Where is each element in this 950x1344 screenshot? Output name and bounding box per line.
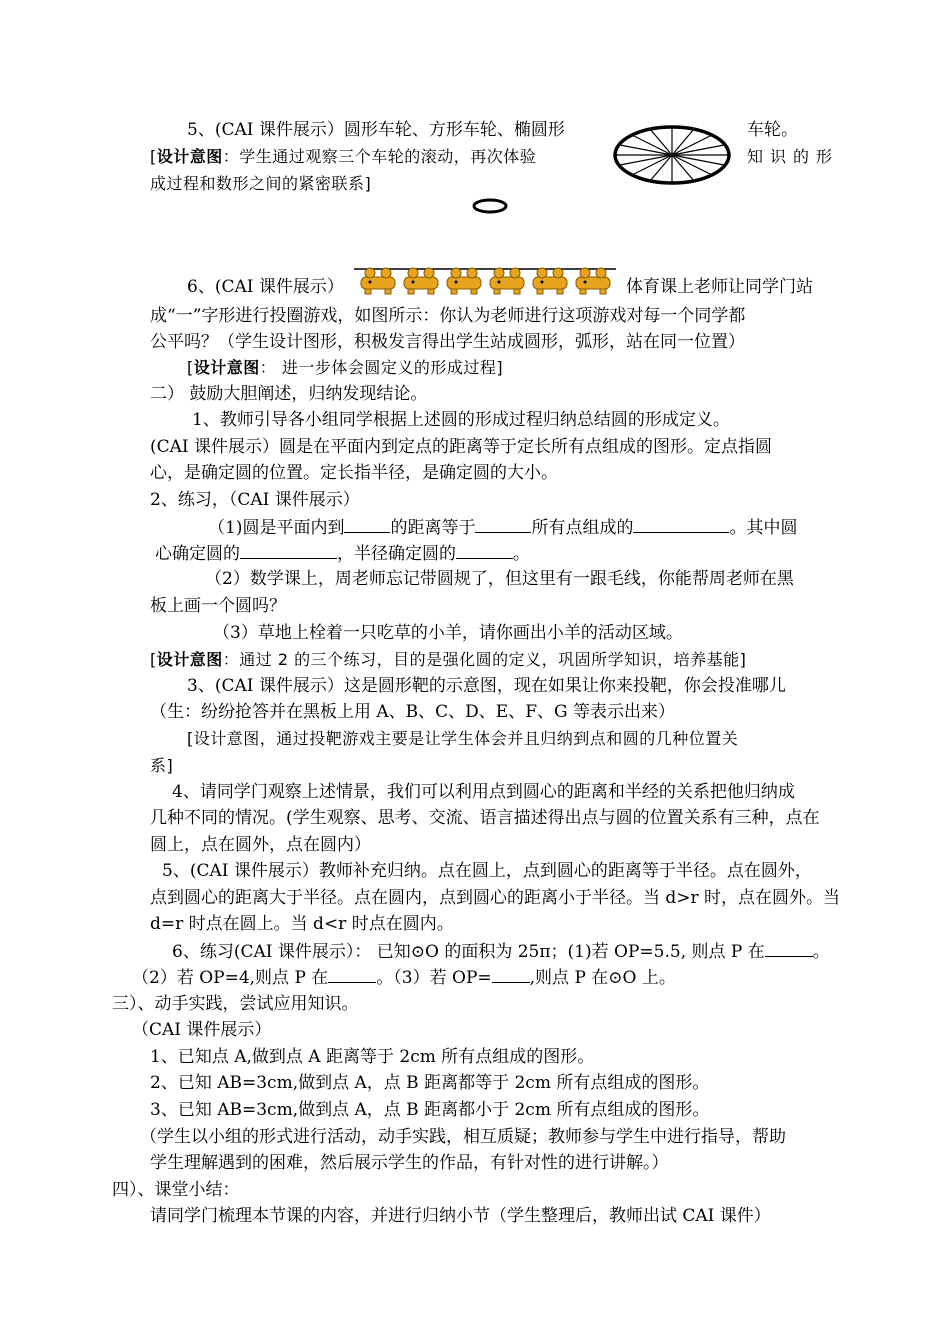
s2-design: [设计意图：通过 2 的三个练习，目的是强化圆的定义，巩固所学知识，培养基能] <box>150 650 747 669</box>
p5-line2: [设计意图：学生通过观察三个车轮的滚动，再次体验 <box>150 147 537 166</box>
students-row-image <box>357 265 619 299</box>
s3-task2: 2、已知 AB=3cm,做到点 A，点 B 距离都等于 2cm 所有点组成的图形。 <box>150 1073 710 1093</box>
s2-design3-line1: [设计意图，通过投靶游戏主要是让学生体会并且归纳到点和圆的几种位置关 <box>187 729 739 748</box>
s2-item5-line2: 点到圆心的距离大于半径。点在圆内，点到圆心的距离小于半径。当 d>r 时，点在圆外。当 <box>150 888 841 908</box>
blank <box>456 542 513 559</box>
section-4-heading: 四）、课堂小结： <box>112 1180 240 1200</box>
blank <box>475 516 531 533</box>
design-intent-label: 设计意图 <box>156 650 223 669</box>
oval-wheel-image <box>470 196 510 220</box>
p6-line1-end: 体育课上老师让同学门站 <box>626 277 813 297</box>
p6-line2: 成“一”字形进行投圈游戏，如图所示：你认为老师进行这项游戏对每一个同学都 <box>150 306 746 326</box>
blank <box>765 940 813 957</box>
s4-text: 请同学门梳理本节课的内容，并进行归纳小节（学生整理后，教师出试 CAI 课件） <box>150 1206 771 1226</box>
s2-item4-line3: 圆上，点在圆外，点在圆内） <box>150 835 371 855</box>
s3-note-line2: 学生理解遇到的困难，然后展示学生的作品，有针对性的进行讲解。） <box>150 1153 669 1173</box>
s2-def-line2: 心，是确定圆的位置。定长指半径，是确定圆的大小。 <box>150 463 558 483</box>
blank <box>344 516 390 533</box>
blank <box>633 516 729 533</box>
s2-item3-line2: （生：纷纷抢答并在黑板上用 A、B、C、D、E、F、G 等表示出来） <box>150 702 675 722</box>
s2-item6-line2: （2）若 OP=4,则点 P 在 。（3）若 OP= ,则点 P 在⊙O 上。 <box>132 968 676 988</box>
s2-item2: 2、练习，（CAI 课件展示） <box>150 490 360 510</box>
s2-item6-line1: 6、练习(CAI 课件展示）： 已知⊙O 的面积为 25π；(1)若 OP=5.5, 则点 P 在 。 <box>172 942 830 962</box>
section-3-heading: 三）、动手实践，尝试应用知识。 <box>112 994 359 1014</box>
p6-line1-start: 6、(CAI 课件展示） <box>187 277 344 297</box>
p5-line1-end: 车轮。 <box>747 120 798 140</box>
p6-line3: 公平吗？（学生设计图形，积极发言得出学生站成圆形，弧形，站在同一位置） <box>150 332 745 352</box>
s2-item5-line1: 5、(CAI 课件展示）教师补充归纳。点在圆上，点到圆心的距离等于半径。点在圆外， <box>162 861 812 881</box>
s2-item5-line3: d=r 时点在圆上。当 d<r 时点在圆内。 <box>150 914 454 934</box>
blank <box>240 542 337 559</box>
s2-item4-line1: 4、请同学门观察上述情景，我们可以利用点到圆心的距离和半经的关系把他归纳成 <box>172 782 795 802</box>
s2-ex2-line2: 板上画一个圆吗？ <box>150 596 286 616</box>
s2-ex3: （3）草地上栓着一只吃草的小羊，请你画出小羊的活动区域。 <box>213 623 683 643</box>
p5-line3: 成过程和数形之间的紧密联系] <box>150 174 372 193</box>
s2-item4-line2: 几种不同的情况。(学生观察、思考、交流、语言描述得出点与圆的位置关系有三种，点在 <box>150 808 820 828</box>
p5-line1: 5、(CAI 课件展示）圆形车轮、方形车轮、椭圆形 <box>187 120 565 140</box>
blank <box>492 966 530 983</box>
p6-design: [设计意图： 进一步体会圆定义的形成过程] <box>187 358 504 377</box>
design-intent-label: 设计意图 <box>156 147 223 166</box>
s2-ex1-line2: 心确定圆的 ，半径确定圆的 。 <box>155 544 530 564</box>
blank <box>328 966 376 983</box>
wheel-image <box>612 124 732 190</box>
design-intent-label: 设计意图 <box>193 358 260 377</box>
s2-item1: 1、教师引导各小组同学根据上述圆的形成过程归纳总结圆的形成定义。 <box>192 410 730 430</box>
s2-item3-line1: 3、(CAI 课件展示）这是圆形靶的示意图，现在如果让你来投靶，你会投准哪儿 <box>187 676 786 696</box>
s2-ex2-line1: （2）数学课上，周老师忘记带圆规了，但这里有一跟毛线，你能帮周老师在黑 <box>205 569 794 589</box>
section-2-heading: 二） 鼓励大胆阐述，归纳发现结论。 <box>150 384 428 404</box>
p5-line2-end: 知识的形 <box>747 147 840 166</box>
s3-note-line1: （学生以小组的形式进行活动，动手实践，相互质疑；教师参与学生中进行指导，帮助 <box>140 1127 786 1147</box>
s3-cai: （CAI 课件展示） <box>132 1020 272 1040</box>
s3-task1: 1、已知点 A,做到点 A 距离等于 2cm 所有点组成的图形。 <box>150 1047 595 1067</box>
s2-def-line1: (CAI 课件展示）圆是在平面内到定点的距离等于定长所有点组成的图形。定点指圆 <box>150 437 773 457</box>
s2-ex1-line1: （1)圆是平面内到 的距离等于 所有点组成的 。其中圆 <box>208 518 798 538</box>
s2-design3-line2: 系] <box>150 756 174 775</box>
s3-task3: 3、已知 AB=3cm,做到点 A，点 B 距离都小于 2cm 所有点组成的图形。 <box>150 1100 710 1120</box>
